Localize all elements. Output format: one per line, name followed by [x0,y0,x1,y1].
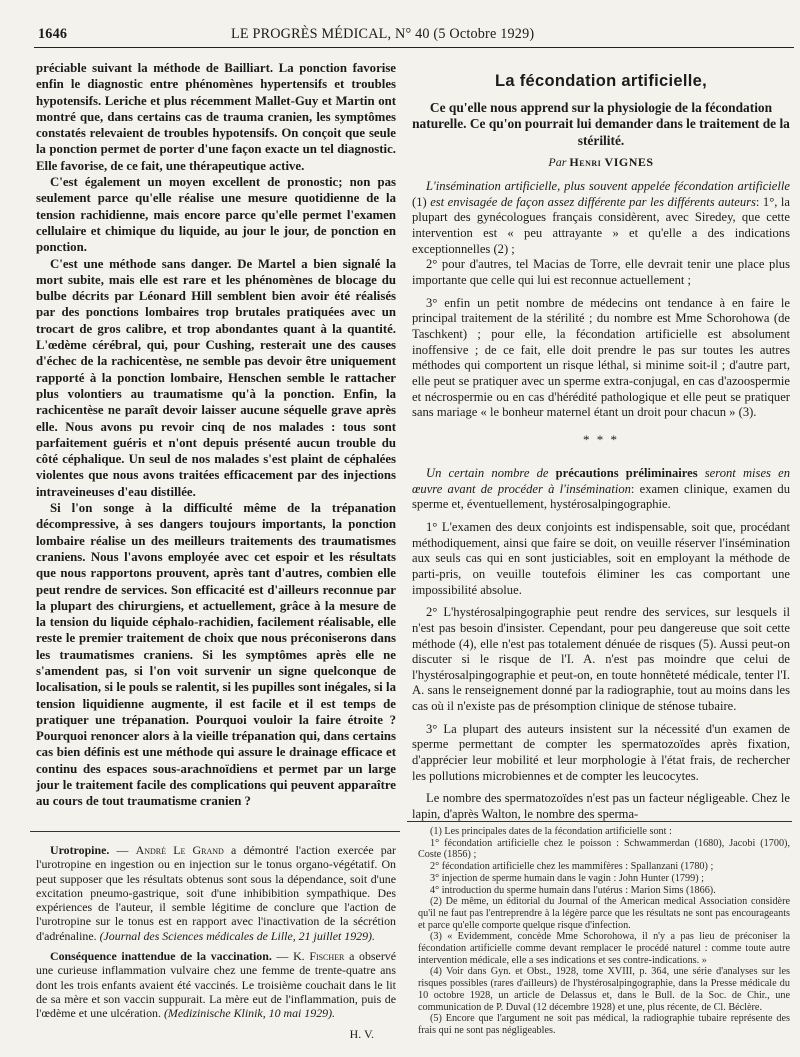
note-source: (Journal des Sciences médicales de Lille, 21 juillet 1929). [99,928,375,943]
left-column-text [36,60,396,810]
news-note: Urotropine. — André Le Grand a démontré l'action exercée par l'urotropine en ingestion ou en injection sur le tonus organo-végétatif. On peut supposer que les résultats obtenus sont sous la dépendance, soit d'une excitation pneumo-gastrique, soit d'une inhibibition sympathique. Des expériences de l'auteur, il semble légitime de conclure que l'action de l'urotropine sur le tonus est en rapport avec l'inactivation de la sécrétion d'adrénaline. (Journal des Sciences médicales de Lille, 21 juillet 1929). [36,843,396,943]
footnotes-divider [407,821,792,822]
footnote: (3) « Evidemment, concède Mme Schorohowa, il n'y a pas lieu de préconiser la fécondation artificielle comme devant remplacer le procédé naturel : comme toute autre intervention médicale, elle a ses indications et ses contre-indications. » [418,931,790,966]
journal-title: LE PROGRÈS MÉDICAL, N° 40 (5 Octobre 1929) [231,26,535,42]
footnote: (1) Les principales dates de la fécondation artificielle sont : [430,826,672,837]
paragraph: Le nombre des spermatozoïdes n'est pas un facteur négligeable. Chez le lapin, d'après Walton, le nombre des sperma- [412,791,790,822]
paragraph [412,179,790,257]
paragraph: 3° enfin un petit nombre de médecins ont tendance à en faire le principal traitement de la stérilité ; du nombre est Mme Schorohowa (de Taschkent) ; pour elle, la fécondation artificielle est absolument inoffensive ; de ce fait, elle doit prendre le pas sur toutes les autres méthodes qui comportent un risque léthal, si minime soit-il ; d'autre part, elle peut se pratiquer avec un sperme extra-conjugal, en cas d'azoospermie et nécrospermie ou en cas d'hérédité pathologique et elle peut se pratiquer sans mariage « le bonheur maternel étant un droit pour chacun » (3). [412,295,790,420]
footnote: (2) De même, un éditorial du Journal of the American medical Association considère qu'il ne faut pas l'entreprendre à la légère parce que les résultats ne sont pas encourageants et parce qu'elle comporte quelque risque d'infection. [418,896,790,931]
header-rule [34,47,794,48]
left-column-notes [36,843,396,1047]
footnote: (4) Voir dans Gyn. et Obst., 1928, tome XVIII, p. 364, une série d'analyses sur les risques possibles (rares d'ailleurs) de l'hystérosalpingographie, dans la Presse médicale du 10 octobre 1928, un article de Delassus et, dans le Bull. de la Soc. de Chir., une communication de P. Duval (12 décembre 1928) et une, plus récente, de Cl. Béclère. [418,966,790,1013]
footnote-line: 1° fécondation artificielle chez le poisson : Schwammerdan (1680), Jacobi (1700), Coste (1856) ; [418,837,790,861]
footnotes [418,826,790,1037]
intro-rest: : 1°, la plupart des gynécologues français considèrent, avec Siredey, que cette intervention est « peu attrayante » et qu'elle a des indications exceptionnelles (2) ; [412,194,790,256]
author-name: Henri VIGNES [569,155,654,170]
article-title: La fécondation artificielle, [495,72,707,90]
note-text: a démontré l'action exercée par l'urotropine en ingestion ou en injection sur le tonus organo-végétatif. On peut supposer que les résultats obtenus sont sous la dépendance, soit d'une excitation pneumo-gastrique, soit d'une inhibibition sympathique. Des expériences de l'auteur, il semble légitime de conclure que l'action de l'urotropine sur le tonus est en rapport avec l'inactivation de la sécrétion d'adrénaline. [36,843,396,943]
signature: H. V. [349,1026,374,1041]
p4-italic-2: seront mises en œuvre avant de procéder à l'insémination [412,465,791,496]
page-number: 1646 [38,26,68,42]
news-note: Conséquence inattendue de la vaccination. — K. Fischer a observé une curieuse inflammation vulvaire chez une femme de trente-quatre ans dont les trois enfants avaient été vaccinés. Le troisième couchait dans le lit de sa mère et son vaccin suppurait. La mère eut de l'inflammation, puis de l'œdème et une ulcération. (Medizinische Klinik, 10 mai 1929). [36,949,397,1021]
left-notes-divider [30,831,400,832]
footnote-line: 4° introduction du sperme humain dans l'utérus : Marion Sims (1866). [430,884,716,896]
paragraph: 2° pour d'autres, tel Macias de Torre, elle devrait tenir une place plus importante que celle qui lui est reconnue actuellement ; [412,257,790,288]
note-author: André Le Grand [135,843,224,857]
footnote: (5) Encore que l'argument ne soit pas médical, la radiographie tubaire représente des frais qui ne sont pas négligeables. [418,1013,790,1036]
paragraph: préciable suivant la méthode de Bailliart. La ponction favorise enfin le diagnostic entre phénomènes hypertensifs et troubles hypotensifs. Leriche et plus récemment Mallet-Guy et Martin ont montré que, dans certains cas de trauma cranien, les symptômes constatés relevaient de troubles hypotensifs. On conçoit que seule la ponction permet de porter d'une façon exacte un tel diagnostic. Elle favorise, de ce fait, une thérapeutique active. [36,61,396,173]
note-author: K. Fischer [293,949,345,964]
paragraph: Si l'on songe à la difficulté même de la trépanation décompressive, à ses dangers toujours importants, la ponction lombaire réalise un des meilleurs traitements des traumatismes craniens. Nous l'avons employée avec cet espoir et les résultats que nous rapportons prouvent, après tant d'autres, combien elle peut rendre de services. Son efficacité est d'ailleurs reconnue par la plupart des chirurgiens, et actuellement, grâce à la mesure de la tension du liquide céphalo-rachidien, facilement réalisable, elle reste le premier traitement de choix que nous préconiserons dans les traumatismes craniens. Si les symptômes après elle ne s'amendent pas, si l'on voit survenir un signe quelconque de localisation, si le pouls se ralentit, si les pupilles sont inégales, si la tension liquidienne augmente, il est facile et il est temps de pratiquer une trépanation. Pourquoi vouloir la faire étroite ? Pourquoi renoncer alors à la vieille trépanation qui, dans certains cas bien définis est une méthode qui assure le drainage efficace et continu des espaces sous-arachnoïdiens et permet par un large jour le traitement facile des complications qui peuvent apparaître au cours de tout traumatisme cranien ? [36,501,396,809]
p4-bold: précautions préliminaires [555,465,698,480]
paragraph: 3° La plupart des auteurs insistent sur la nécessité d'un examen de sperme permettant de compter les spermatozoïdes après fixation, d'apprécier leur mobilité et leur morphologie à l'état frais, de rechercher les pollutions microbiennes et de compter les leucocytes. [412,721,790,783]
running-head [38,26,790,46]
article-column [412,60,790,823]
p4-italic: Un certain nombre de [426,465,549,480]
intro-italic-2: est envisagée de façon assez différente par les différents auteurs [430,194,756,209]
paragraph: C'est une méthode sans danger. De Martel a bien signalé la mort subite, mais elle est rare et les phénomènes de blocage du bulbe décrits par Léonard Hill semblent bien avoir été réalisés par des ponctions lombaires trop brutales pratiquées avec un trocart de gros calibre, et trop abondantes quant à la quantité. L'œdème cérébral, qui, pour Cushing, resterait une des causes d'échec de la rachicentèse, ne semble pas devoir être uniquement rapporté à la ponction lombaire, Henschen semble le rattacher plus volontiers au traumatisme qu'à la ponction. Enfin, la rachicentèse ne paraît devoir laisser aucune séquelle grave après elle. Nous avons pu revoir cinq de nos malades : tous sont parfaitement guéris et n'ont depuis présenté aucun trouble du côté céphalique. Un seul de nos malades s'est plaint de céphalées violentes que nous avons traitées efficacement par des injections intraveineuses d'eau distillée. [36,256,396,499]
note-source: (Medizinische Klinik, 10 mai 1929). [163,1006,336,1021]
note-text: a observé une curieuse inflammation vulvaire chez une femme de trente-quatre ans dont les trois enfants avaient été vaccinés. Le troisième couchait dans le lit de sa mère et son vaccin suppurait. La mère eut de l'inflammation, puis de l'œdème et une ulcération. [36,949,397,1021]
paragraph: 1° L'examen des deux conjoints est indispensable, soit que, procédant méthodiquement, ainsi que faire se doit, on veuille réserver l'insémination aux seuls cas qui en sont justiciables, soit en employant la méthode de parti-pris, on veuille toutefois éliminer les cas comportant une impossibilité absolue. [412,519,790,597]
note-title: Urotropine. [50,843,110,857]
p4-rest: : examen clinique, examen du sperme et, éventuellement, hystérosalpingographie. [412,481,790,512]
section-separator: * * * [583,431,619,447]
byline-prefix: Par [548,155,567,170]
paragraph: C'est également un moyen excellent de pronostic; non pas seulement parce qu'elle réalise une mesure quotidienne de la tension rachidienne, mais encore parce qu'elle permet l'examen cellulaire et chimique du liquide, au jour le jour, de ponction en ponction. [36,175,396,255]
paragraph [412,466,790,513]
footnote-line: 2° fécondation artificielle chez les mammifères : Spallanzani (1780) ; [430,861,714,873]
byline [412,155,790,171]
footnote-ref: (1) [412,194,427,209]
note-title: Conséquence inattendue de la vaccination. [50,949,272,964]
paragraph: 2° L'hystérosalpingographie peut rendre des services, sur lesquels il n'est pas besoin d'insister. Cependant, pour peu dangereuse que soit cette méthode (4), elle n'est pas totalement dénuée de risques (5). Aussi peut-on discuter si le risque de l'I. A. n'est pas moindre que celui de l'hystérosalpingographie et peut-on, en toute honnêteté médicale, tenter l'I. A. sans le renseignement donné par la radiographie, tout au moins dans les cas où il n'existe pas de présomption clinique de sténose tubaire. [412,605,790,714]
article-subtitle: Ce qu'elle nous apprend sur la physiologie de la fécondation naturelle. Ce qu'on pourrait lui demander dans le traitement de la stérilité. [412,99,790,148]
intro-italic: L'insémination artificielle, plus souvent appelée fécondation artificielle [426,179,790,194]
footnote-line: 3° injection de sperme humain dans le vagin : John Hunter (1799) ; [430,872,704,884]
